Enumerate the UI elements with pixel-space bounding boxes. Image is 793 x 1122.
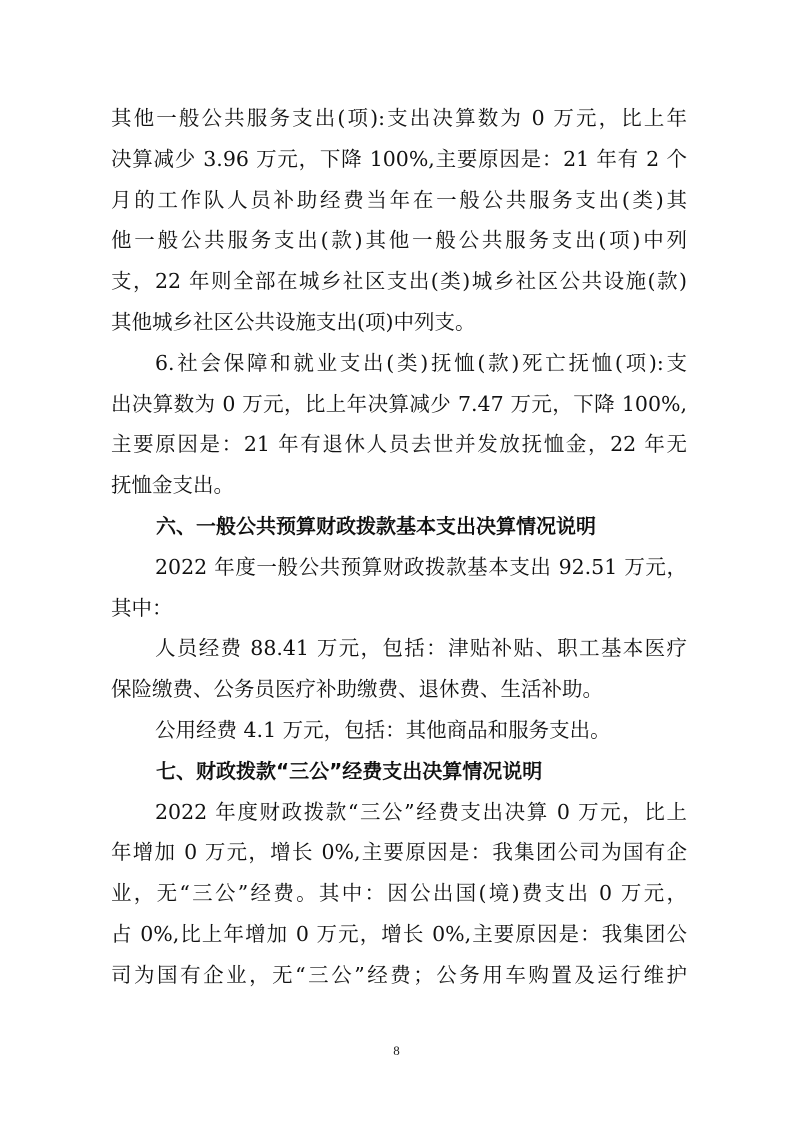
body-text-line: 主要原因是：21 年有退休人员去世并发放抚恤金，22 年无 bbox=[111, 432, 687, 457]
body-text-line: 司为国有企业，无“三公”经费；公务用车购置及运行维护 bbox=[111, 962, 687, 987]
body-text-line: 抚恤金支出。 bbox=[111, 473, 234, 498]
body-text-line: 2022 年度一般公共预算财政拨款基本支出 92.51 万元， bbox=[155, 554, 687, 579]
body-text-line: 占 0%,比上年增加 0 万元，增长 0%,主要原因是：我集团公 bbox=[111, 921, 687, 946]
body-text-line: 月的工作队人员补助经费当年在一般公共服务支出(类)其 bbox=[111, 187, 687, 212]
document-body bbox=[111, 98, 687, 996]
body-text-line: 决算减少 3.96 万元，下降 100%,主要原因是：21 年有 2 个 bbox=[111, 146, 687, 171]
body-text-line: 2022 年度财政拨款“三公”经费支出决算 0 万元，比上 bbox=[155, 799, 687, 824]
body-text-line: 出决算数为 0 万元，比上年决算减少 7.47 万元，下降 100%, bbox=[111, 391, 687, 416]
body-text-line: 6.社会保障和就业支出(类)抚恤(款)死亡抚恤(项):支 bbox=[155, 350, 687, 375]
section-heading: 六、一般公共预算财政拨款基本支出决算情况说明 bbox=[156, 513, 596, 538]
section-heading: 七、财政拨款“三公”经费支出决算情况说明 bbox=[156, 758, 543, 783]
body-text-line: 人员经费 88.41 万元，包括：津贴补贴、职工基本医疗 bbox=[155, 636, 687, 661]
body-text-line: 其他城乡社区公共设施支出(项)中列支。 bbox=[111, 309, 476, 334]
body-text-line: 年增加 0 万元，增长 0%,主要原因是：我集团公司为国有企 bbox=[111, 840, 687, 865]
body-text-line: 业，无“三公”经费。其中：因公出国(境)费支出 0 万元， bbox=[111, 881, 687, 906]
body-text-line: 其中： bbox=[111, 595, 173, 620]
body-text-line: 支，22 年则全部在城乡社区支出(类)城乡社区公共设施(款) bbox=[111, 269, 687, 294]
body-text-line: 其他一般公共服务支出(项):支出决算数为 0 万元，比上年 bbox=[111, 106, 687, 130]
page-number: 8 bbox=[393, 1043, 400, 1058]
body-text-line: 公用经费 4.1 万元，包括：其他商品和服务支出。 bbox=[155, 717, 611, 742]
body-text-line: 保险缴费、公务员医疗补助缴费、退休费、生活补助。 bbox=[111, 677, 603, 702]
body-text-line: 他一般公共服务支出(款)其他一般公共服务支出(项)中列 bbox=[111, 228, 687, 253]
